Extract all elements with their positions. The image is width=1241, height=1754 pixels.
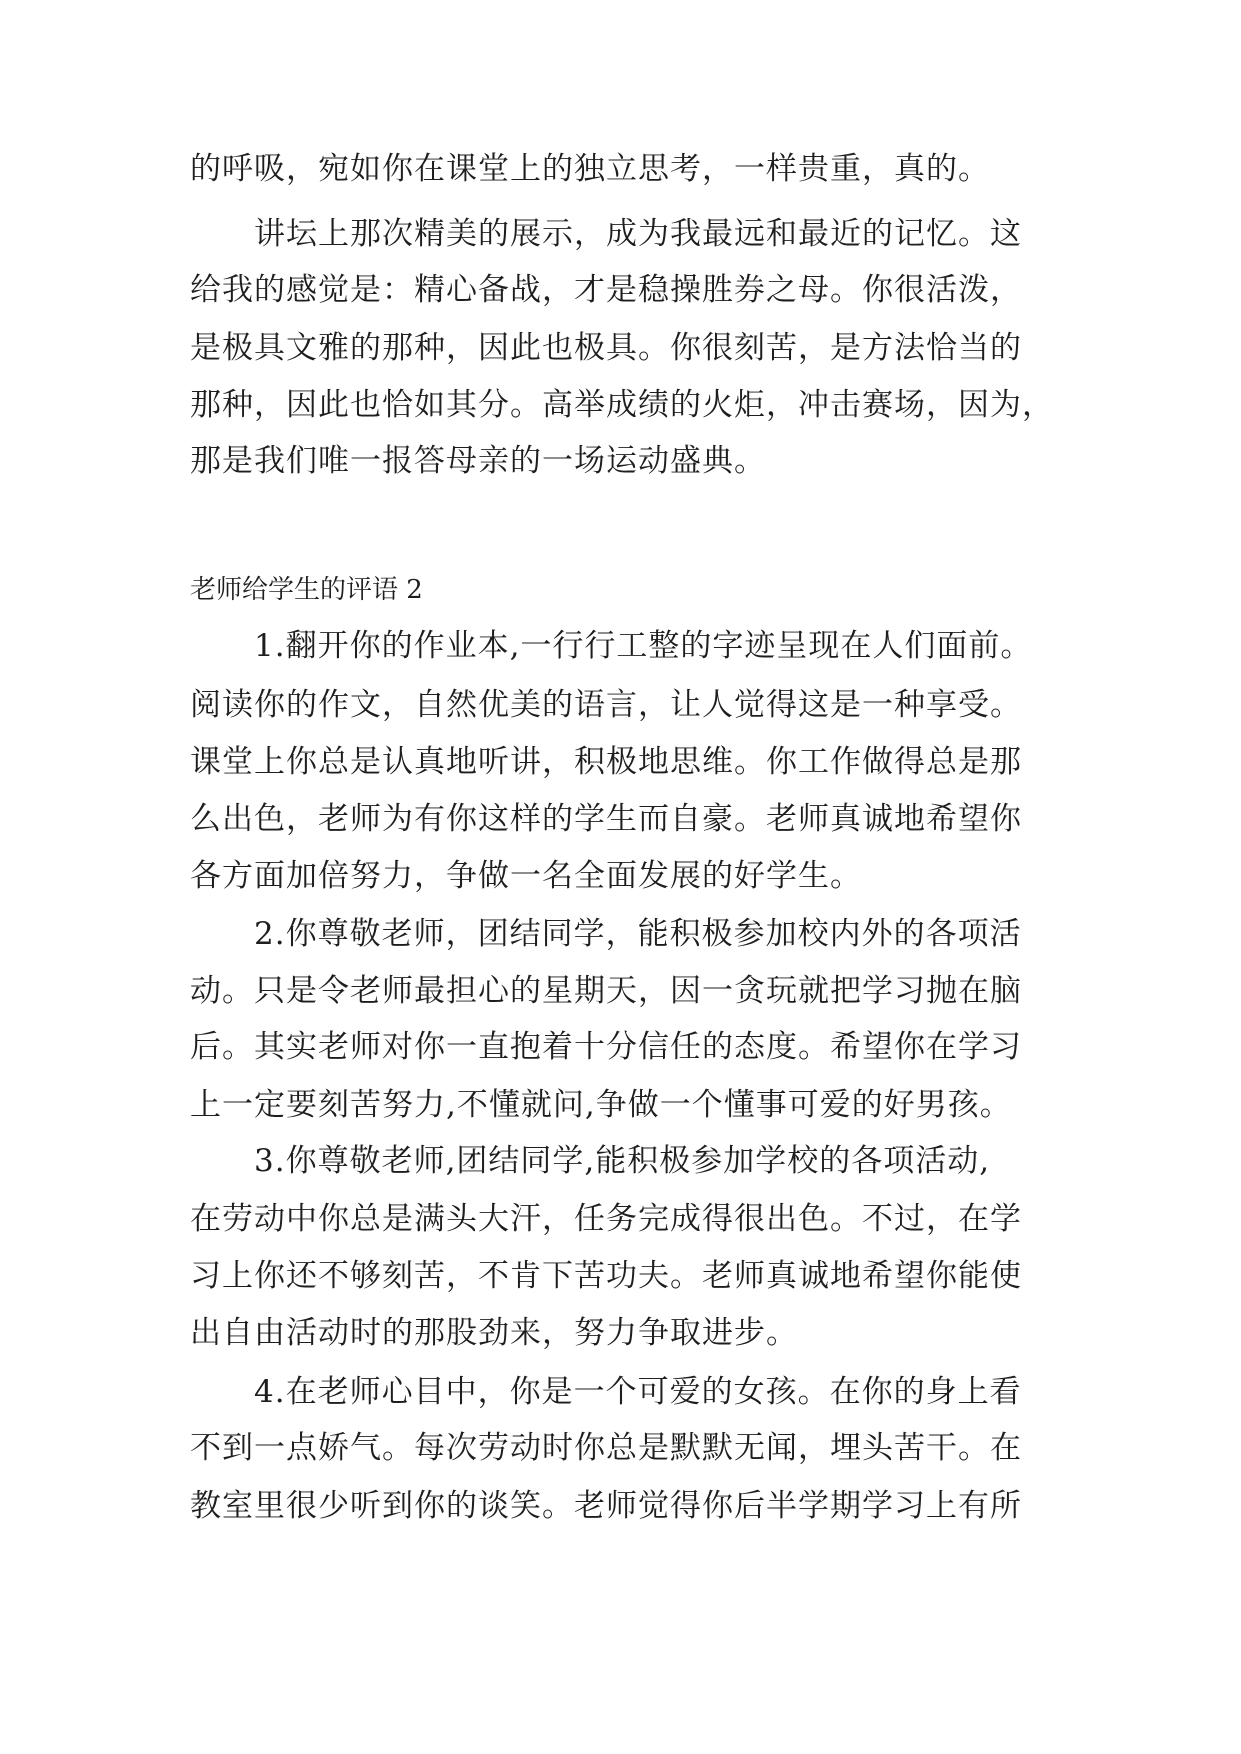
text-line: 么出色，老师为有你这样的学生而自豪。老师真诚地希望你 xyxy=(190,801,1022,837)
text-line: 习上你还不够刻苦，不肯下苦功夫。老师真诚地希望你能使 xyxy=(190,1258,1022,1294)
text-line: 讲坛上那次精美的展示，成为我最远和最近的记忆。这 xyxy=(190,216,1022,252)
text-line: 动。只是令老师最担心的星期天，因一贪玩就把学习抛在脑 xyxy=(190,973,1022,1009)
text-line: 的呼吸，宛如你在课堂上的独立思考，一样贵重，真的。 xyxy=(190,151,990,187)
text-line: 3.你尊敬老师,团结同学,能积极参加学校的各项活动, xyxy=(190,1143,991,1179)
text-line: 后。其实老师对你一直抱着十分信任的态度。希望你在学习 xyxy=(190,1029,1022,1065)
text-line: 2.你尊敬老师，团结同学，能积极参加校内外的各项活 xyxy=(190,916,1022,952)
text-line: 出自由活动时的那股劲来，努力争取进步。 xyxy=(190,1315,798,1351)
text-line: 上一定要刻苦努力,不懂就问,争做一个懂事可爱的好男孩。 xyxy=(190,1087,1012,1123)
text-line: 给我的感觉是：精心备战，才是稳操胜券之母。你很活泼， xyxy=(190,272,1022,308)
text-line: 在劳动中你总是满头大汗，任务完成得很出色。不过，在学 xyxy=(190,1201,1022,1237)
text-line: 课堂上你总是认真地听讲，积极地思维。你工作做得总是那 xyxy=(190,744,1022,780)
text-line: 4.在老师心目中，你是一个可爱的女孩。在你的身上看 xyxy=(190,1374,1022,1410)
text-line: 阅读你的作文，自然优美的语言，让人觉得这是一种享受。 xyxy=(190,687,1022,723)
section-heading: 老师给学生的评语 2 xyxy=(190,575,423,605)
text-line: 那种，因此也恰如其分。高举成绩的火炬，冲击赛场，因为， xyxy=(190,387,1054,423)
text-line: 是极具文雅的那种，因此也极具。你很刻苦，是方法恰当的 xyxy=(190,330,1022,366)
text-line: 1.翻开你的作业本,一行行工整的字迹呈现在人们面前。 xyxy=(190,628,1033,664)
text-line: 各方面加倍努力，争做一名全面发展的好学生。 xyxy=(190,858,862,894)
text-line: 那是我们唯一报答母亲的一场运动盛典。 xyxy=(190,443,766,479)
text-line: 教室里很少听到你的谈笑。老师觉得你后半学期学习上有所 xyxy=(190,1488,1022,1524)
text-line: 不到一点娇气。每次劳动时你总是默默无闻，埋头苦干。在 xyxy=(190,1430,1022,1466)
